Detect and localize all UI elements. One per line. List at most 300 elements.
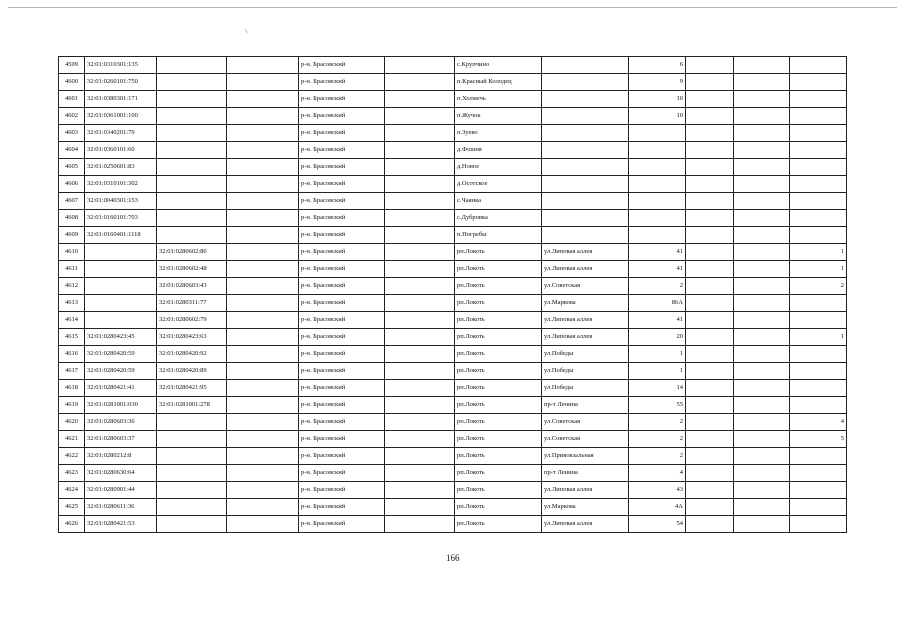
object-cadastral-number-cell: 32:01:0280602:48 [157,261,227,278]
house-number-cell: 54 [629,516,686,533]
row-number-cell: 4609 [59,227,85,244]
empty-cell [227,278,299,295]
district-cell: р-н. Брасовский [299,465,385,482]
empty-cell [385,142,455,159]
street-cell: ул.Маркова [542,295,629,312]
apartment-number-cell: 1 [790,261,847,278]
cadastral-number-cell: 32:01:0280603:37 [85,431,157,448]
street-cell: ул.Липовая аллея [542,261,629,278]
empty-cell [686,91,734,108]
empty-cell [686,397,734,414]
locality-cell: п.Холмечь [455,91,542,108]
apartment-number-cell [790,57,847,74]
locality-cell: рп.Локоть [455,414,542,431]
apartment-number-cell [790,74,847,91]
district-cell: р-н. Брасовский [299,380,385,397]
house-number-cell: 20 [629,329,686,346]
empty-cell [686,482,734,499]
street-cell: ул.Липовая аллея [542,312,629,329]
street-cell: ул.Липовая аллея [542,244,629,261]
object-cadastral-number-cell [157,465,227,482]
row-number-cell: 4614 [59,312,85,329]
row-number-cell: 4608 [59,210,85,227]
house-number-cell [629,142,686,159]
apartment-number-cell [790,499,847,516]
empty-cell [385,482,455,499]
object-cadastral-number-cell [157,74,227,91]
empty-cell [385,278,455,295]
empty-cell [227,91,299,108]
cadastral-number-cell: 32:01:0280420:59 [85,363,157,380]
district-cell: р-н. Брасовский [299,363,385,380]
empty-cell [385,295,455,312]
locality-cell: д.Новое [455,159,542,176]
cadastral-number-cell: 32:01:0160101:703 [85,210,157,227]
row-number-cell: 4613 [59,295,85,312]
empty-cell [734,176,790,193]
empty-cell [734,499,790,516]
empty-cell [227,499,299,516]
house-number-cell [629,210,686,227]
empty-cell [686,244,734,261]
apartment-number-cell: 1 [790,329,847,346]
empty-cell [385,227,455,244]
street-cell: пр-т Ленина [542,465,629,482]
empty-cell [385,448,455,465]
cadastral-number-cell [85,261,157,278]
row-number-cell: 4604 [59,142,85,159]
apartment-number-cell [790,193,847,210]
apartment-number-cell [790,397,847,414]
table-row [59,295,847,312]
registry-rows [59,57,847,533]
district-cell: р-н. Брасовский [299,244,385,261]
empty-cell [227,142,299,159]
object-cadastral-number-cell [157,142,227,159]
locality-cell: рп.Локоть [455,261,542,278]
locality-cell: д.Фошня [455,142,542,159]
cadastral-number-cell: 32:01:0280421:53 [85,516,157,533]
empty-cell [385,176,455,193]
locality-cell: рп.Локоть [455,363,542,380]
object-cadastral-number-cell: 32:01:0280311:77 [157,295,227,312]
cadastral-number-cell: 32:01:0280420:59 [85,346,157,363]
row-number-cell: 4600 [59,74,85,91]
table-row [59,74,847,91]
empty-cell [227,482,299,499]
district-cell: р-н. Брасовский [299,346,385,363]
empty-cell [227,193,299,210]
apartment-number-cell [790,380,847,397]
empty-cell [385,125,455,142]
empty-cell [686,499,734,516]
empty-cell [734,74,790,91]
apartment-number-cell [790,125,847,142]
apartment-number-cell [790,448,847,465]
row-number-cell: 4601 [59,91,85,108]
empty-cell [734,227,790,244]
row-number-cell: 4606 [59,176,85,193]
locality-cell: рп.Локоть [455,329,542,346]
district-cell: р-н. Брасовский [299,261,385,278]
object-cadastral-number-cell: 32:01:0280602:80 [157,244,227,261]
district-cell: р-н. Брасовский [299,193,385,210]
object-cadastral-number-cell: 32:01:0280420:89 [157,363,227,380]
house-number-cell: 2 [629,448,686,465]
cadastral-number-cell: 32:01:0250601:83 [85,159,157,176]
house-number-cell: 86А [629,295,686,312]
empty-cell [385,261,455,278]
empty-cell [227,346,299,363]
locality-cell: рп.Локоть [455,244,542,261]
street-cell: ул.Липовая аллея [542,516,629,533]
cadastral-number-cell: 32:01:0310101:302 [85,176,157,193]
street-cell [542,159,629,176]
table-row [59,414,847,431]
district-cell: р-н. Брасовский [299,295,385,312]
street-cell: ул.Липовая аллея [542,482,629,499]
empty-cell [385,74,455,91]
locality-cell: с.Чаянка [455,193,542,210]
district-cell: р-н. Брасовский [299,108,385,125]
empty-cell [734,414,790,431]
district-cell: р-н. Брасовский [299,159,385,176]
object-cadastral-number-cell: 32:01:0281001:278 [157,397,227,414]
empty-cell [385,108,455,125]
empty-cell [385,193,455,210]
district-cell: р-н. Брасовский [299,516,385,533]
empty-cell [734,210,790,227]
row-number-cell: 4624 [59,482,85,499]
apartment-number-cell [790,465,847,482]
house-number-cell: 4 [629,465,686,482]
empty-cell [734,346,790,363]
locality-cell: с.Дубровка [455,210,542,227]
empty-cell [686,312,734,329]
locality-cell: рп.Локоть [455,380,542,397]
locality-cell: рп.Локоть [455,482,542,499]
district-cell: р-н. Брасовский [299,74,385,91]
district-cell: р-н. Брасовский [299,57,385,74]
empty-cell [686,295,734,312]
empty-cell [385,57,455,74]
locality-cell: рп.Локоть [455,499,542,516]
empty-cell [385,159,455,176]
row-number-cell: 4599 [59,57,85,74]
empty-cell [385,346,455,363]
empty-cell [734,465,790,482]
row-number-cell: 4617 [59,363,85,380]
apartment-number-cell [790,159,847,176]
empty-cell [385,244,455,261]
locality-cell: рп.Локоть [455,346,542,363]
empty-cell [734,142,790,159]
locality-cell: рп.Локоть [455,516,542,533]
object-cadastral-number-cell [157,108,227,125]
house-number-cell: 55 [629,397,686,414]
empty-cell [686,125,734,142]
empty-cell [385,465,455,482]
empty-cell [734,448,790,465]
apartment-number-cell [790,295,847,312]
empty-cell [385,431,455,448]
locality-cell: рп.Локоть [455,295,542,312]
object-cadastral-number-cell [157,516,227,533]
house-number-cell: 10 [629,108,686,125]
house-number-cell: 4А [629,499,686,516]
empty-cell [734,193,790,210]
empty-cell [227,380,299,397]
row-number-cell: 4620 [59,414,85,431]
table-row [59,142,847,159]
empty-cell [686,142,734,159]
table-row [59,227,847,244]
apartment-number-cell: 2 [790,278,847,295]
cadastral-number-cell [85,295,157,312]
locality-cell: п.Зуево [455,125,542,142]
empty-cell [385,91,455,108]
house-number-cell: 1 [629,363,686,380]
row-number-cell: 4619 [59,397,85,414]
empty-cell [686,431,734,448]
cadastral-number-cell [85,278,157,295]
empty-cell [734,482,790,499]
table-row [59,125,847,142]
table-row [59,465,847,482]
object-cadastral-number-cell [157,482,227,499]
table-row [59,159,847,176]
street-cell [542,227,629,244]
empty-cell [385,516,455,533]
apartment-number-cell [790,176,847,193]
locality-cell: рп.Локоть [455,312,542,329]
empty-cell [686,193,734,210]
district-cell: р-н. Брасовский [299,499,385,516]
table-row [59,193,847,210]
row-number-cell: 4616 [59,346,85,363]
empty-cell [227,159,299,176]
object-cadastral-number-cell: 32:01:0280421:95 [157,380,227,397]
house-number-cell: 41 [629,312,686,329]
cadastral-number-cell [85,312,157,329]
district-cell: р-н. Брасовский [299,227,385,244]
page-number: 166 [446,553,460,563]
empty-cell [686,346,734,363]
table-row [59,278,847,295]
object-cadastral-number-cell: 32:01:0280423:63 [157,329,227,346]
table-row [59,346,847,363]
apartment-number-cell [790,312,847,329]
empty-cell [734,125,790,142]
cadastral-number-cell: 32:01:0280423:45 [85,329,157,346]
cadastral-number-cell: 32:01:0280901:44 [85,482,157,499]
house-number-cell [629,125,686,142]
cadastral-number-cell: 32:01:0360101:60 [85,142,157,159]
empty-cell [686,210,734,227]
cadastral-number-cell: 32:01:0160401:1118 [85,227,157,244]
district-cell: р-н. Брасовский [299,482,385,499]
apartment-number-cell [790,482,847,499]
table-row [59,380,847,397]
house-number-cell: 2 [629,431,686,448]
district-cell: р-н. Брасовский [299,329,385,346]
street-cell [542,91,629,108]
locality-cell: рп.Локоть [455,448,542,465]
empty-cell [686,108,734,125]
empty-cell [734,363,790,380]
empty-cell [385,414,455,431]
house-number-cell [629,193,686,210]
empty-cell [227,363,299,380]
row-number-cell: 4612 [59,278,85,295]
apartment-number-cell [790,142,847,159]
apartment-number-cell [790,346,847,363]
empty-cell [686,448,734,465]
empty-cell [385,397,455,414]
table-row [59,312,847,329]
table-row [59,176,847,193]
row-number-cell: 4611 [59,261,85,278]
apartment-number-cell [790,363,847,380]
empty-cell [227,431,299,448]
empty-cell [385,312,455,329]
locality-cell: п.Красный Колодец [455,74,542,91]
object-cadastral-number-cell: 32:01:0280602:79 [157,312,227,329]
empty-cell [734,312,790,329]
house-number-cell: 9 [629,74,686,91]
locality-cell: рп.Локоть [455,465,542,482]
empty-cell [686,57,734,74]
empty-cell [734,380,790,397]
street-cell: ул.Привокзальная [542,448,629,465]
empty-cell [686,278,734,295]
empty-cell [734,91,790,108]
object-cadastral-number-cell [157,431,227,448]
district-cell: р-н. Брасовский [299,448,385,465]
empty-cell [227,125,299,142]
cadastral-number-cell: 32:01:0281001:030 [85,397,157,414]
locality-cell: рп.Локоть [455,431,542,448]
cadastral-number-cell: 32:01:0380301:171 [85,91,157,108]
house-number-cell: 41 [629,244,686,261]
empty-cell [385,380,455,397]
table-row [59,108,847,125]
empty-cell [686,159,734,176]
street-cell [542,57,629,74]
empty-cell [686,465,734,482]
locality-cell: п.Погребы [455,227,542,244]
empty-cell [734,244,790,261]
row-number-cell: 4602 [59,108,85,125]
table-row [59,210,847,227]
row-number-cell: 4607 [59,193,85,210]
empty-cell [227,176,299,193]
empty-cell [686,363,734,380]
house-number-cell: 2 [629,414,686,431]
locality-cell: п.Жучок [455,108,542,125]
empty-cell [686,227,734,244]
street-cell: ул.Маркова [542,499,629,516]
cadastral-number-cell: 32:01:0280421:41 [85,380,157,397]
table-row [59,57,847,74]
empty-cell [385,210,455,227]
cadastral-number-cell: 32:01:0280611:36 [85,499,157,516]
object-cadastral-number-cell: 32:01:0280420:92 [157,346,227,363]
empty-cell [385,499,455,516]
empty-cell [227,465,299,482]
object-cadastral-number-cell [157,448,227,465]
empty-cell [227,74,299,91]
table-row [59,448,847,465]
cadastral-number-cell: 32:01:0260101:750 [85,74,157,91]
cadastral-number-cell: 32:01:0280603:36 [85,414,157,431]
table-row [59,244,847,261]
street-cell: ул.Советская [542,431,629,448]
street-cell: ул.Советская [542,278,629,295]
house-number-cell [629,176,686,193]
locality-cell: с.Крупчино [455,57,542,74]
empty-cell [227,227,299,244]
district-cell: р-н. Брасовский [299,176,385,193]
empty-cell [734,159,790,176]
district-cell: р-н. Брасовский [299,312,385,329]
empty-cell [227,295,299,312]
empty-cell [734,516,790,533]
row-number-cell: 4615 [59,329,85,346]
street-cell: пр-т Ленина [542,397,629,414]
object-cadastral-number-cell [157,210,227,227]
street-cell: ул.Победы [542,380,629,397]
street-cell [542,176,629,193]
cadastral-number-cell: 32:01:0040301:153 [85,193,157,210]
row-number-cell: 4623 [59,465,85,482]
empty-cell [227,312,299,329]
empty-cell [734,278,790,295]
object-cadastral-number-cell [157,57,227,74]
district-cell: р-н. Брасовский [299,414,385,431]
empty-cell [227,261,299,278]
apartment-number-cell [790,91,847,108]
empty-cell [227,244,299,261]
object-cadastral-number-cell [157,193,227,210]
house-number-cell: 14 [629,380,686,397]
cadastral-number-cell: 32:01:0361001:100 [85,108,157,125]
street-cell: ул.Липовая аллея [542,329,629,346]
empty-cell [686,74,734,91]
street-cell: ул.Победы [542,346,629,363]
table-row [59,431,847,448]
empty-cell [686,176,734,193]
cadastral-number-cell: 32:01:0280630:64 [85,465,157,482]
street-cell [542,210,629,227]
row-number-cell: 4610 [59,244,85,261]
apartment-number-cell [790,210,847,227]
empty-cell [686,329,734,346]
empty-cell [734,431,790,448]
row-number-cell: 4618 [59,380,85,397]
apartment-number-cell [790,227,847,244]
street-cell [542,142,629,159]
row-number-cell: 4625 [59,499,85,516]
empty-cell [734,329,790,346]
street-cell [542,125,629,142]
row-number-cell: 4605 [59,159,85,176]
street-cell [542,74,629,91]
registry-table [58,56,847,533]
empty-cell [734,57,790,74]
locality-cell: рп.Локоть [455,278,542,295]
district-cell: р-н. Брасовский [299,142,385,159]
